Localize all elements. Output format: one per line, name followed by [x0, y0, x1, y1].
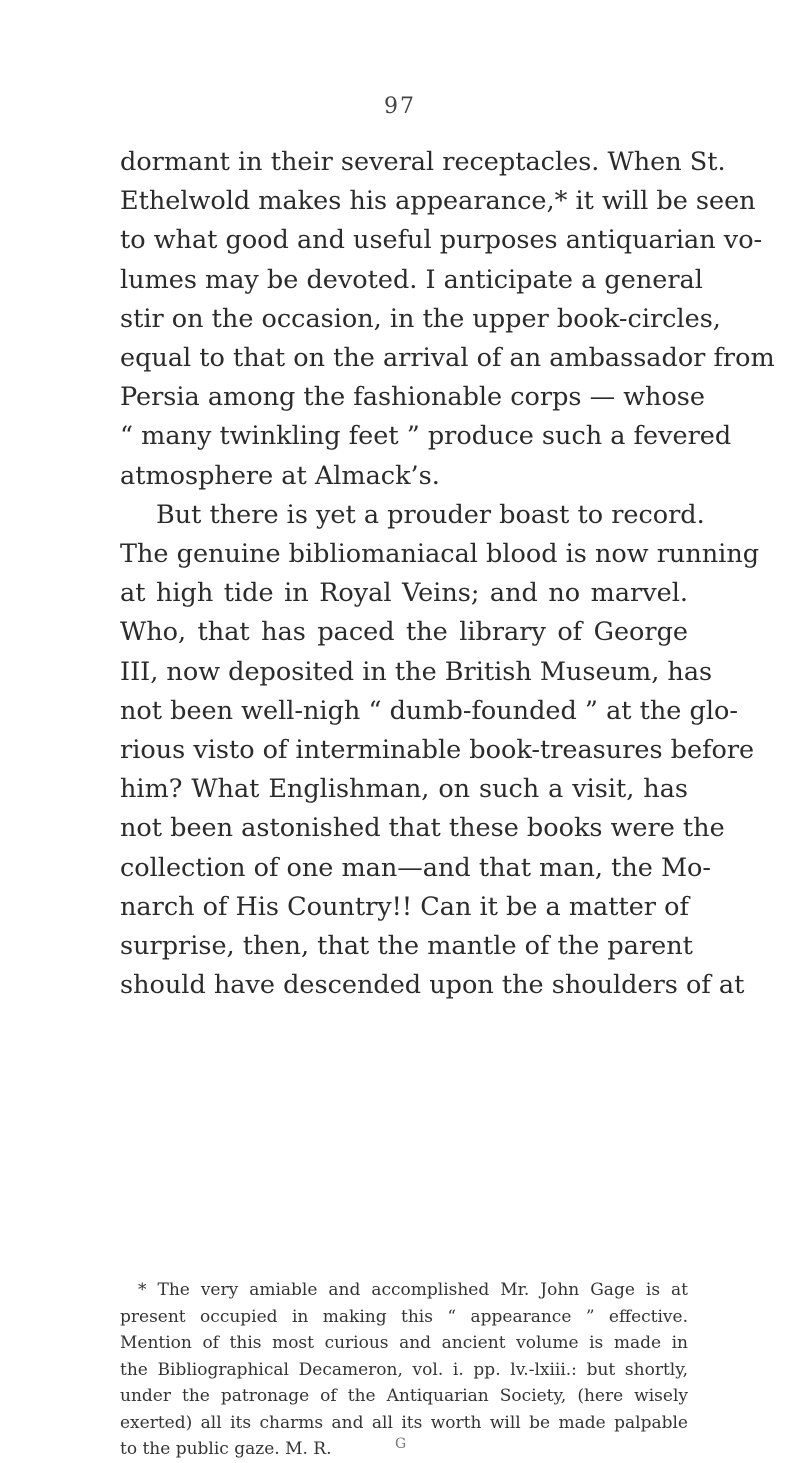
body-line: at high tide in Royal Veins; and no marvel.	[120, 578, 688, 609]
footnote-line: under the patronage of the Antiquarian Society, (here wisely	[120, 1386, 688, 1406]
body-line: III, now deposited in the British Museum, has	[120, 656, 713, 687]
signature-mark: G	[395, 1436, 407, 1452]
body-line: rious visto of interminable book-treasures before	[120, 735, 755, 766]
body-line: to what good and useful purposes antiquarian vo-	[120, 225, 763, 256]
body-line: stir on the occasion, in the upper book-circles,	[120, 303, 721, 334]
page-number: 97	[384, 94, 416, 119]
body-line: should have descended upon the shoulders of at	[120, 970, 745, 1001]
body-line: not been well-nigh “ dumb-founded ” at the glo-	[120, 695, 738, 726]
body-line: lumes may be devoted. I anticipate a general	[120, 264, 703, 295]
body-line: atmosphere at Almack’s.	[120, 460, 440, 491]
body-line: The genuine bibliomaniacal blood is now running	[120, 539, 760, 570]
body-line: “ many twinkling feet ” produce such a fevered	[120, 421, 732, 452]
body-line: Who, that has paced the library of George	[120, 617, 688, 648]
footnote-line: the Bibliographical Decameron, vol. i. pp. lv.-lxiii.: but shortly,	[120, 1359, 688, 1380]
body-line: dormant in their several receptacles. When St.	[120, 147, 726, 177]
body-line: Ethelwold makes his appearance,* it will be seen	[120, 186, 756, 217]
body-line: not been astonished that these books were the	[120, 813, 725, 844]
body-line: But there is yet a prouder boast to record.	[156, 499, 705, 530]
footnote-line: Mention of this most curious and ancient volume is made in	[120, 1333, 688, 1353]
body-line: collection of one man—and that man, the Mo-	[120, 852, 712, 883]
body-text	[120, 143, 775, 1005]
footnote-line: * The very amiable and accomplished Mr. John Gage is at	[138, 1280, 688, 1300]
footnote-line: to the public gaze. M. R.	[120, 1439, 332, 1459]
body-line: Persia among the fashionable corps — whose	[120, 382, 705, 413]
body-line: him? What Englishman, on such a visit, has	[120, 774, 688, 805]
body-line: narch of His Country!! Can it be a matter of	[120, 891, 689, 922]
body-line: surprise, then, that the mantle of the parent	[120, 931, 693, 962]
footnote-line: present occupied in making this “ appearance ” effective.	[120, 1306, 688, 1327]
body-line: equal to that on the arrival of an ambassador from	[120, 343, 775, 374]
footnote	[120, 1277, 688, 1463]
footnote-line: exerted) all its charms and all its worth will be made palpable	[120, 1412, 688, 1433]
